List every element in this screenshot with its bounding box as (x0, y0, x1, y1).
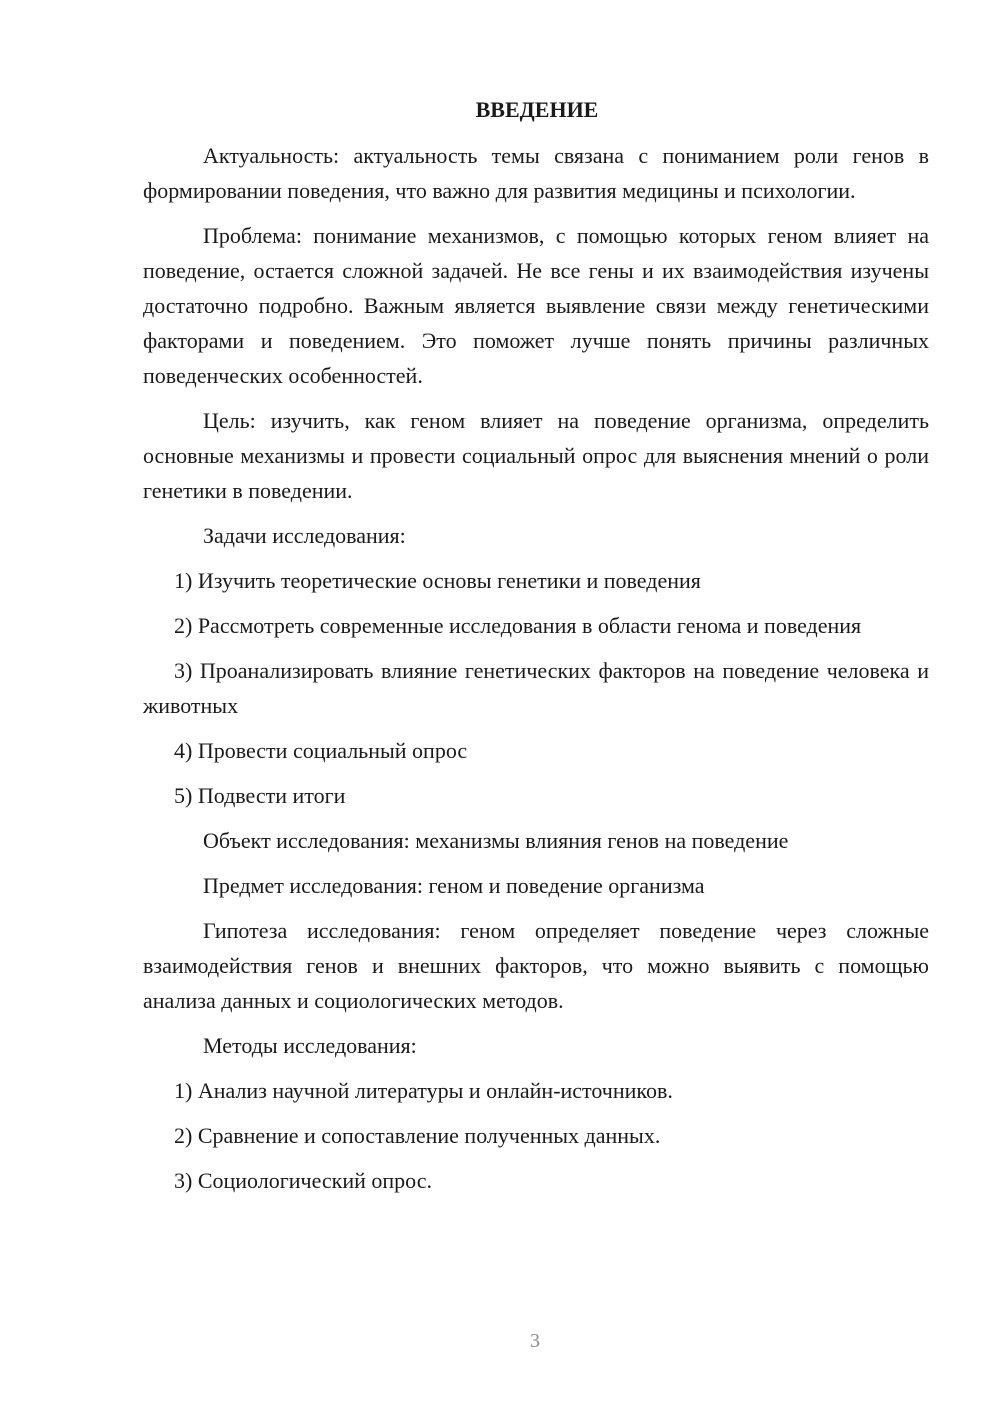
problem-paragraph: Проблема: понимание механизмов, с помощью которых геном влияет на поведение, остается сложной задачей. Не все гены и их взаимодействия изучены достаточно подробно. Важным является выявление связи между генетическими факторами и поведением. Это поможет лучше понять причины различных поведенческих особенностей. (143, 223, 929, 388)
section-heading: ВВЕДЕНИЕ (475, 97, 599, 122)
method-item-2: 2) Сравнение и сопоставление полученных данных. (174, 1123, 661, 1148)
subject-paragraph: Предмет исследования: геном и поведение организма (203, 873, 705, 898)
task-item-1: 1) Изучить теоретические основы генетики и поведения (174, 568, 701, 593)
page-content (143, 92, 929, 1208)
object-paragraph: Объект исследования: механизмы влияния генов на поведение (203, 828, 789, 853)
task-item-2: 2) Рассмотреть современные исследования в области генома и поведения (174, 613, 862, 638)
goal-paragraph: Цель: изучить, как геном влияет на поведение организма, определить основные механизмы и провести социальный опрос для выяснения мнений о роли генетики в поведении. (143, 408, 929, 503)
task-item-4: 4) Провести социальный опрос (174, 738, 468, 763)
page-number: 3 (530, 1330, 540, 1352)
task-item-5: 5) Подвести итоги (174, 783, 346, 808)
hypothesis-paragraph: Гипотеза исследования: геном определяет поведение через сложные взаимодействия генов и внешних факторов, что можно выявить с помощью анализа данных и социологических методов. (143, 918, 929, 1013)
task-item-3: 3) Проанализировать влияние генетических факторов на поведение человека и животных (143, 658, 929, 718)
methods-title: Методы исследования: (203, 1033, 417, 1058)
relevance-paragraph: Актуальность: актуальность темы связана с пониманием роли генов в формировании поведения, что важно для развития медицины и психологии. (143, 143, 929, 203)
method-item-3: 3) Социологический опрос. (174, 1168, 432, 1193)
method-item-1: 1) Анализ научной литературы и онлайн-источников. (174, 1078, 673, 1103)
tasks-title: Задачи исследования: (203, 523, 406, 548)
